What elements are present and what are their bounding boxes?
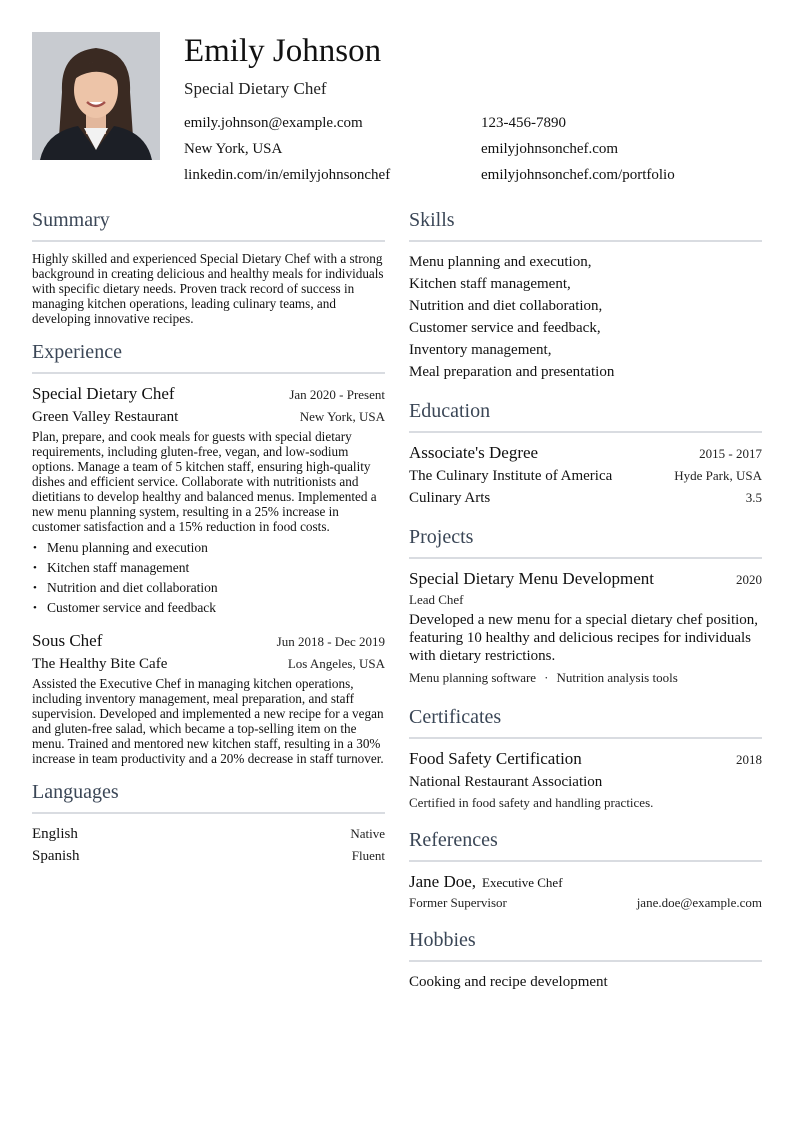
reference-name: Jane Doe,: [409, 872, 477, 891]
certificates-section: [409, 703, 762, 812]
company-name: Green Valley Restaurant: [32, 409, 179, 425]
list-item: • Customer service and feedback: [32, 598, 385, 618]
language-row: [32, 823, 385, 845]
section-title: Education: [409, 397, 762, 433]
certificate-issuer: National Restaurant Association: [409, 774, 603, 790]
candidate-title: Special Dietary Chef: [184, 79, 327, 98]
section-title: Summary: [32, 206, 385, 242]
certificate-name: Food Safety Certification: [409, 749, 582, 768]
education-gpa: 3.5: [745, 490, 762, 505]
skill-item: Menu planning and execution,: [409, 254, 592, 270]
hobbies-section: [409, 926, 762, 993]
section-title: Projects: [409, 523, 762, 559]
keyword-separator: ·: [544, 670, 549, 685]
education-section: [409, 397, 762, 509]
job-title: Special Dietary Chef: [32, 384, 175, 403]
job-description: Assisted the Executive Chef in managing kitchen operations, including inventory management, meal preparation, and staff supervision. Developed and implemented a new recipe for a vegan and gluten-free salad, which became a top-selling item on the menu. Trained and mentored new kitchen staff, resulting in a 30% increase in team productivity and a 20% decrease in staff turnover.: [32, 676, 384, 766]
job-description: Plan, prepare, and cook meals for guests with special dietary requirements, including gluten-free, vegan, and low-sodium options. Manage a team of 5 kitchen staff, ensuring high-quality dishes and efficient service. Collaborate with nutritionists and dietitians to develop healthy and balanced menus. Implemented a new menu planning system, resulting in a 25% increase in customer satisfaction and a 15% reduction in food costs.: [32, 429, 377, 534]
keyword: Nutrition analysis tools: [556, 670, 678, 685]
job-location: Los Angeles, USA: [287, 656, 385, 671]
resume-header: [32, 32, 762, 192]
section-title: Hobbies: [409, 926, 762, 962]
reference-position: Executive Chef: [482, 875, 563, 890]
school-name: The Culinary Institute of America: [409, 468, 613, 484]
linkedin-link[interactable]: linkedin.com/in/emilyjohnsonchef: [184, 167, 391, 183]
section-title: Certificates: [409, 703, 762, 739]
projects-section: [409, 523, 762, 689]
website-link[interactable]: emilyjohnsonchef.com: [481, 141, 619, 157]
skill-item: Kitchen staff management,: [409, 276, 571, 292]
skill-item: Customer service and feedback,: [409, 320, 601, 336]
references-section: [409, 826, 762, 912]
summary-section: [32, 206, 385, 326]
job-dates: Jan 2020 - Present: [289, 387, 385, 402]
candidate-name: Emily Johnson: [184, 33, 382, 69]
field-of-study: Culinary Arts: [409, 490, 491, 506]
skill-item: Nutrition and diet collaboration,: [409, 298, 603, 314]
degree-name: Associate's Degree: [409, 443, 539, 462]
summary-text: Highly skilled and experienced Special Dietary Chef with a strong background in creating delicious and healthy meals for individuals with specific dietary needs. Proven track record of success in managing kitchen operations, leading culinary teams, and developing innovative recipes.: [32, 251, 384, 326]
skills-section: [409, 206, 762, 383]
project-description: Developed a new menu for a special dietary chef position, featuring 10 healthy and delicious recipes for individuals with dietary restrictions.: [409, 612, 759, 664]
languages-section: [32, 778, 385, 867]
section-title: Experience: [32, 338, 385, 374]
project-role: Lead Chef: [409, 592, 464, 607]
profile-photo-image: [32, 32, 160, 160]
email-link[interactable]: emily.johnson@example.com: [184, 115, 363, 131]
reference-email[interactable]: jane.doe@example.com: [636, 895, 762, 910]
project-keywords: [409, 667, 762, 689]
section-title: References: [409, 826, 762, 862]
list-item: • Menu planning and execution: [32, 538, 385, 558]
keyword: Menu planning software: [409, 670, 537, 685]
education-dates: 2015 - 2017: [699, 446, 762, 461]
reference-header: [409, 871, 762, 894]
job-location: New York, USA: [299, 409, 385, 424]
job-highlights: [32, 538, 385, 618]
reference-relationship: Former Supervisor: [409, 895, 507, 910]
experience-entry: [32, 383, 385, 618]
school-location: Hyde Park, USA: [674, 468, 762, 483]
job-dates: Jun 2018 - Dec 2019: [276, 634, 385, 649]
language-name: Spanish: [32, 848, 80, 864]
phone-number[interactable]: 123-456-7890: [481, 115, 566, 131]
language-level: Fluent: [351, 848, 385, 863]
certificate-summary: Certified in food safety and handling practices.: [409, 795, 654, 810]
language-level: Native: [350, 826, 385, 841]
list-item: • Nutrition and diet collaboration: [32, 578, 385, 598]
left-column: [32, 206, 385, 877]
job-title: Sous Chef: [32, 631, 103, 650]
list-item: • Kitchen staff management: [32, 558, 385, 578]
company-name: The Healthy Bite Cafe: [32, 656, 168, 672]
project-name: Special Dietary Menu Development: [409, 569, 655, 588]
experience-section: [32, 338, 385, 766]
location-text: New York, USA: [184, 141, 283, 157]
section-title: Skills: [409, 206, 762, 242]
profile-photo: [32, 32, 160, 160]
skill-item: Inventory management,: [409, 342, 552, 358]
language-row: [32, 845, 385, 867]
right-column: [409, 206, 762, 1003]
portfolio-link[interactable]: emilyjohnsonchef.com/portfolio: [481, 167, 675, 183]
language-name: English: [32, 826, 78, 842]
section-title: Languages: [32, 778, 385, 814]
certificate-year: 2018: [736, 752, 762, 767]
skill-item: Meal preparation and presentation: [409, 364, 615, 380]
experience-entry: [32, 630, 385, 766]
project-year: 2020: [736, 572, 762, 587]
hobby-item: Cooking and recipe development: [409, 974, 608, 990]
